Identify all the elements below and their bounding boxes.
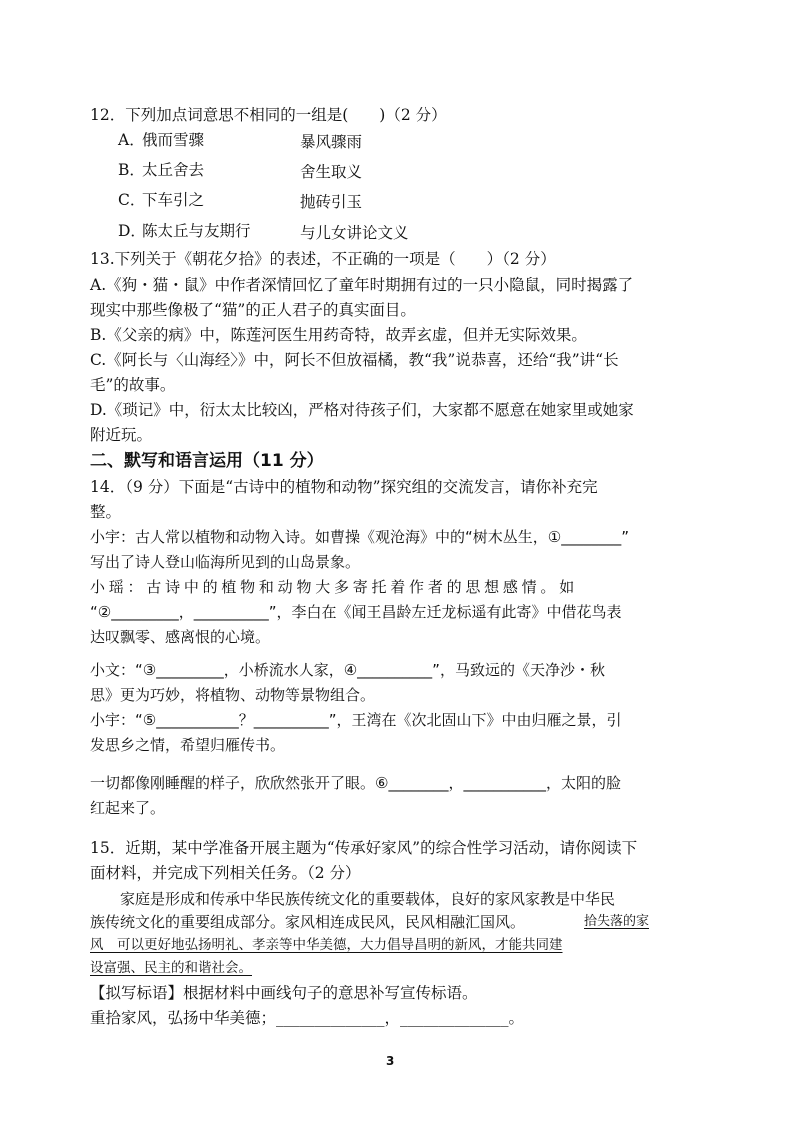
q14-line: 小文：“③_________，小桥流水人家，④__________”，马致远的《天净沙・秋 [90,661,605,679]
q14-line: 小宇：“⑤___________？__________”，王湾在《次北固山下》中由归雁之景，引 [90,711,622,729]
q14-line: 整。 [90,503,122,521]
q12-option-b-label: B． [118,161,145,179]
q12-option-d-left: 陈太丘与友期行 [142,222,251,240]
q13-line: 现实中那些像极了“猫”的正人君子的真实面目。 [90,301,416,319]
q12-option-a-label: A． [118,131,145,149]
q14-line: “②_________，__________”，李白在《闻王昌龄左迁龙标遥有此寄》中借花鸟表 [90,603,622,621]
q14-line: 思》更为巧妙，将植物、动物等景物组合。 [90,686,376,704]
q15-material: 家庭是形成和传承中华民族传统文化的重要载体，良好的家风家教是中华民 [90,890,616,908]
q15-task: 【拟写标语】根据材料中画线句子的意思补写宣传标语。 [90,984,478,1002]
q13-line: B.《父亲的病》中，陈莲河医生用药奇特，故弄玄虚，但并无实际效果。 [90,326,587,344]
q14-line: 小宇：古人常以植物和动物入诗。如曹操《观沧海》中的“树木丛生，①________” [90,528,629,546]
q13-line: 附近玩。 [90,426,153,444]
q15-slogan-blank: 重拾家风，弘扬中华美德；______________，______________。 [90,1009,525,1027]
q12-option-b-right: 舍生取义 [300,163,363,181]
q13-line: 毛”的故事。 [90,376,176,394]
q12-option-d-label: D． [118,222,146,240]
q13-line: A.《狗・猫・鼠》中作者深情回忆了童年时期拥有过的一只小隐鼠，同时揭露了 [90,276,634,294]
q14-line: 小 瑶 ： 古 诗 中 的 植 物 和 动 物 大 多 寄 托 着 作 者 的 思 想 感 情 。 如 [90,578,574,596]
section-heading: 二、默写和语言运用（11 分） [90,451,324,471]
q14-extra-line: 红起来了。 [90,799,166,817]
q15-underlined-sentence: 拾失落的家 [584,914,650,929]
q15-underlined-sentence: 设富强、民主的和谐社会。 [90,960,252,976]
q12-option-a-left: 俄而雪骤 [142,131,205,149]
q12-option-a-right: 暴风骤雨 [300,133,363,151]
page-number: 3 [386,1054,395,1068]
q12-stem: 12．下列加点词意思不相同的一组是( )（2 分） [90,106,447,124]
q14-line: 达叹飘零、感离恨的心境。 [90,628,271,646]
q15-line: 15．近期，某中学准备开展主题为“传承好家风”的综合性学习活动，请你阅读下 [90,839,638,857]
q14-line: 发思乡之情，希望归雁传书。 [90,736,286,754]
q12-option-c-left: 下车引之 [142,191,205,209]
q14-extra-line: 一切都像刚睡醒的样子，欣欣然张开了眼。⑥________，___________，太阳的脸 [90,774,621,792]
q14-line: 写出了诗人登山临海所见到的山岛景象。 [90,553,361,571]
q13-line: D.《琐记》中，衍太太比较凶，严格对待孩子们，大家都不愿意在她家里或她家 [90,401,634,419]
q12-option-d-right: 与儿女讲论文义 [300,224,409,242]
q13-line: C.《阿长与〈山海经〉》中，阿长不但放福橘，教“我”说恭喜，还给“我”讲“长 [90,351,619,369]
q12-option-c-right: 抛砖引玉 [300,193,363,211]
q15-material: 族传统文化的重要组成部分。家风相连成民风，民风相融汇国风。 [90,913,526,931]
q13-stem: 13.下列关于《朝花夕拾》的表述，不正确的一项是（ ）（2 分） [90,250,556,268]
q12-option-c-label: C． [118,191,146,209]
q12-option-b-left: 太丘舍去 [142,161,205,179]
q15-underlined-sentence: 风 可以更好地弘扬明礼、孝亲等中华美德，大力倡导昌明的新风，才能共同建 [90,937,563,953]
q14-line: 14．（9 分）下面是“古诗中的植物和动物”探究组的交流发言，请你补充完 [90,478,598,496]
q15-line: 面材料，并完成下列相关任务。（2 分） [90,864,361,882]
